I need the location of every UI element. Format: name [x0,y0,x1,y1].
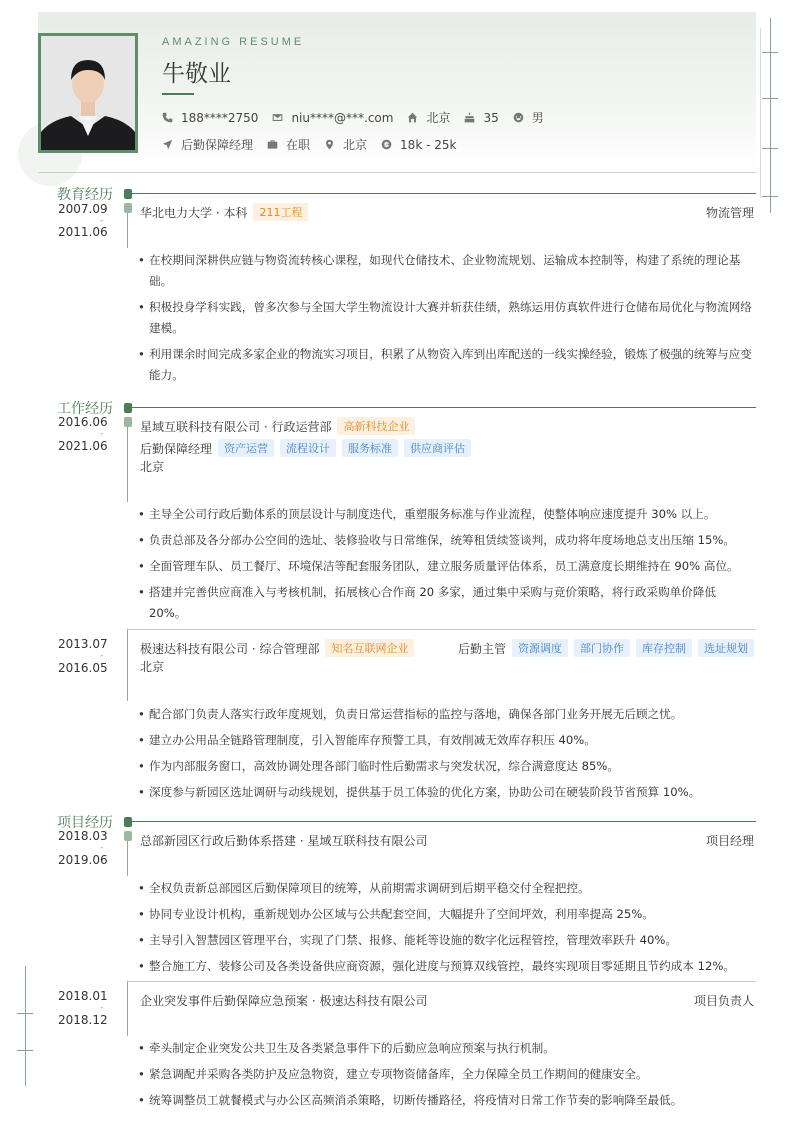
skill-tag: 部门协作 [574,639,630,657]
entry-divider [127,629,756,630]
section-title-projects: 项目经历 [57,815,113,831]
date-separator: - [100,843,104,853]
project2-end-date: 2018.12 [58,1013,108,1027]
date-separator: - [100,651,104,661]
briefcase-icon [267,139,278,150]
contact-info-row [162,109,558,126]
list-item: • 深度参与新园区选址调研与动线规划，提供基于员工体验的优化方案，协助公司在硬装阶段节省预算 10%。 [138,782,754,803]
skill-tag: 资源调度 [512,639,568,657]
date-separator: - [100,216,104,226]
work2-start-date: 2013.07 [58,637,108,651]
age-item [464,111,498,125]
project1-bullets [138,878,754,982]
candidate-name: 牛敬业 [162,61,231,87]
timeline-line [127,981,128,1036]
work2-company [140,639,414,657]
timeline-line [127,427,128,502]
section-divider [128,193,756,194]
entry-marker [124,417,132,427]
target-city-item [324,136,367,153]
list-item: • 配合部门负责人落实行政年度规划，负责日常运营指标的监控与落地，确保各部门业务开展无后顾之忧。 [138,704,754,725]
deco-tick [17,1013,33,1014]
cake-icon [464,112,475,123]
skill-tag: 选址规划 [698,639,754,657]
company-name: 极速达科技有限公司 · 综合管理部 [140,641,320,656]
gender-text: 男 [531,111,544,125]
send-icon [162,139,173,150]
education-major: 物流管理 [705,206,754,220]
mail-icon [272,112,283,123]
deco-line-right-inner [760,28,761,198]
education-end-date: 2011.06 [58,225,108,239]
deco-tick [762,52,778,53]
project1-name: 总部新园区行政后勤体系搭建 · 星域互联科技有限公司 [140,834,428,848]
school-tag: 211工程 [253,203,308,221]
resume-tagline: AMAZING RESUME [162,36,305,48]
hometown-text: 北京 [426,111,451,125]
list-item: • 牵头制定企业突发公共卫生及各类紧急事件下的后勤应急响应预案与执行机制。 [138,1038,754,1059]
list-item: • 建立办公用品全链路管理制度，引入智能库存预警工具，有效削减无效库存积压 40%。 [138,730,754,751]
deco-line-right [770,18,771,213]
phone-icon [162,112,173,123]
project2-bullets [138,1038,754,1116]
list-item: • 统筹调整员工就餐模式与办公区高频消杀策略，切断传播路径，将疫情对日常工作节奏的影响降至最低。 [138,1090,754,1111]
education-school [140,203,308,221]
company-name: 星域互联科技有限公司 · 行政运营部 [140,419,332,434]
deco-tick [762,98,778,99]
project2-role: 项目负责人 [693,994,754,1008]
list-item: • 主导引入智慧园区管理平台，实现了门禁、报修、能耗等设施的数字化远程管控，管理效率跃升 40%。 [138,930,754,951]
project2-name: 企业突发事件后勤保障应急预案 · 极速达科技有限公司 [140,994,428,1008]
work1-start-date: 2016.06 [58,415,108,429]
hometown-item [407,109,450,126]
project2-start-date: 2018.01 [58,989,108,1003]
target-city-text: 北京 [343,138,368,152]
skill-tag: 资产运营 [218,439,274,457]
deco-tick [17,1050,33,1051]
company-tag: 知名互联网企业 [325,639,414,657]
list-item: • 作为内部服务窗口，高效协调处理各部门临时性后勤需求与突发状况，综合满意度达 85%。 [138,756,754,777]
deco-tick [762,148,778,149]
work2-bullets [138,704,754,808]
project1-role: 项目经理 [705,834,754,848]
list-item: • 搭建并完善供应商准入与考核机制，拓展核心合作商 20 多家，通过集中采购与竞价策略，将行政采购单价降低 20%。 [138,582,754,624]
date-separator: - [100,429,104,439]
deco-line-left [25,966,26,1086]
target-position-text: 后勤保障经理 [181,138,254,152]
section-title-work: 工作经历 [57,401,113,417]
list-item: • 在校期间深耕供应链与物资流转核心课程，如现代仓储技术、企业物流规划、运输成本控制等，构建了系统的理论基础。 [138,250,754,292]
job-status-item [267,136,310,153]
list-item: • 紧急调配并采购各类防护及应急物资，建立专项物资储备库，全力保障全员工作期间的健康安全。 [138,1064,754,1085]
skill-tag: 流程设计 [280,439,336,457]
location-icon [324,139,335,150]
list-item: • 主导全公司行政后勤体系的顶层设计与制度迭代，重塑服务标准与作业流程，使整体响应速度提升 30% 以上。 [138,504,754,525]
work1-end-date: 2021.06 [58,439,108,453]
name-underline [162,93,194,95]
email-item [272,111,393,125]
home-icon [407,112,418,123]
work1-city: 北京 [140,460,165,474]
work2-city: 北京 [140,660,165,674]
date-separator: - [100,1003,104,1013]
money-icon [381,139,392,150]
education-bullets [138,250,754,391]
list-item: • 全权负责新总部园区后勤保障项目的统筹，从前期需求调研到后期平稳交付全程把控。 [138,878,754,899]
project1-end-date: 2019.06 [58,853,108,867]
timeline-line [127,841,128,876]
list-item: • 整合施工方、装修公司及各类设备供应商资源，强化进度与预算双线管控，最终实现项目零延期且节约成本 12%。 [138,956,754,977]
work1-bullets [138,504,754,629]
entry-divider [127,981,756,982]
avatar-photo-icon [41,36,135,150]
salary-item [381,138,456,152]
section-divider [128,407,756,408]
skill-tag: 供应商评估 [404,439,471,457]
school-name: 华北电力大学 · 本科 [140,205,248,220]
job-role: 后勤保障经理 [140,441,213,456]
face-icon [513,112,524,123]
section-divider [128,821,756,822]
email-text: niu****@***.com [291,110,394,125]
list-item: • 利用课余时间完成多家企业的物流实习项目，积累了从物资入库到出库配送的一线实操经验，锻炼了极强的统筹与应变能力。 [138,344,754,386]
skill-tag: 库存控制 [636,639,692,657]
avatar [38,33,138,153]
job-info-row [162,136,470,153]
gender-item [513,109,544,126]
section-title-education: 教育经历 [57,187,113,203]
age-text: 35 [483,110,499,125]
phone-text: 188****2750 [181,110,259,125]
project1-start-date: 2018.03 [58,829,108,843]
list-item: • 负责总部及各分部办公空间的选址、装修验收与日常维保，统筹租赁续签谈判，成功将年度场地总支出压缩 15%。 [138,530,754,551]
work1-company [140,417,415,435]
company-tag: 高新科技企业 [337,417,415,435]
work2-role-row [458,639,754,657]
entry-marker [124,831,132,841]
section-marker [124,189,132,199]
timeline-line [127,629,128,701]
skill-tag: 服务标准 [342,439,398,457]
job-role: 后勤主管 [457,641,506,656]
section-marker [124,403,132,413]
timeline-line [127,213,128,248]
list-item: • 积极投身学科实践，曾多次参与全国大学生物流设计大赛并斩获佳绩，熟练运用仿真软件进行仓储布局优化与物流网络建模。 [138,297,754,339]
salary-text: 18k - 25k [400,137,457,152]
work1-role-row [140,439,471,457]
job-status-text: 在职 [286,138,311,152]
work2-end-date: 2016.05 [58,661,108,675]
deco-tick [762,196,778,197]
list-item: • 协同专业设计机构，重新规划办公区域与公共配套空间，大幅提升了空间坪效，利用率提高 25%。 [138,904,754,925]
education-start-date: 2007.09 [58,202,108,216]
entry-marker [124,203,132,213]
list-item: • 全面管理车队、员工餐厅、环境保洁等配套服务团队，建立服务质量评估体系，员工满意度长期维持在 90% 高位。 [138,556,754,577]
phone-item [162,111,258,125]
target-position-item [162,136,253,153]
section-marker [124,817,132,827]
header-divider [38,172,756,173]
